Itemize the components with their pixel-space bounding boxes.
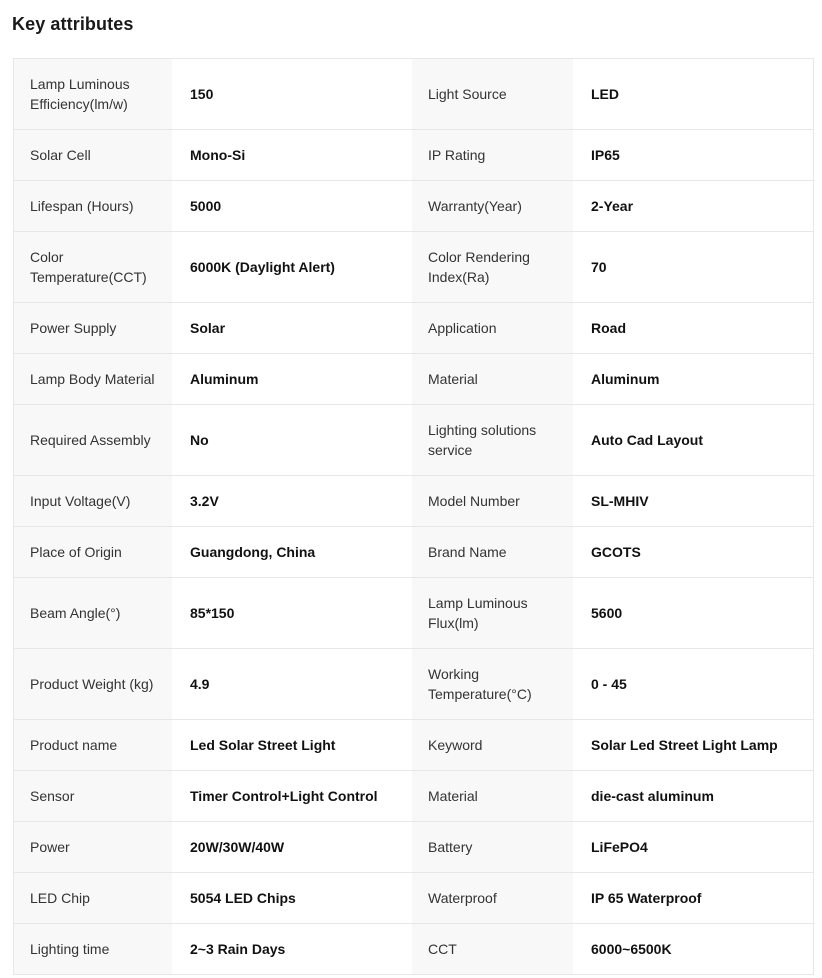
attr-label: Model Number bbox=[412, 476, 573, 526]
table-row bbox=[14, 526, 813, 577]
attr-label: Power bbox=[14, 822, 172, 872]
table-row bbox=[14, 353, 813, 404]
attr-value: LiFePO4 bbox=[573, 822, 813, 872]
attr-label: Waterproof bbox=[412, 873, 573, 923]
attr-value: 4.9 bbox=[172, 649, 412, 719]
attr-label: Lamp Body Material bbox=[14, 354, 172, 404]
table-row bbox=[14, 648, 813, 719]
attr-label: IP Rating bbox=[412, 130, 573, 180]
attr-label: Light Source bbox=[412, 59, 573, 129]
attr-value: 0 - 45 bbox=[573, 649, 813, 719]
attributes-table bbox=[13, 58, 814, 975]
attr-value: die-cast aluminum bbox=[573, 771, 813, 821]
attr-label: LED Chip bbox=[14, 873, 172, 923]
attr-label: Keyword bbox=[412, 720, 573, 770]
attr-value: 20W/30W/40W bbox=[172, 822, 412, 872]
attr-value: 70 bbox=[573, 232, 813, 302]
attr-label: Material bbox=[412, 354, 573, 404]
attr-value: Road bbox=[573, 303, 813, 353]
attr-label: Material bbox=[412, 771, 573, 821]
table-row bbox=[14, 59, 813, 129]
attr-label: Application bbox=[412, 303, 573, 353]
attr-value: Auto Cad Layout bbox=[573, 405, 813, 475]
attr-value: IP65 bbox=[573, 130, 813, 180]
attr-value: Timer Control+Light Control bbox=[172, 771, 412, 821]
attr-label: Place of Origin bbox=[14, 527, 172, 577]
attr-value: 6000K (Daylight Alert) bbox=[172, 232, 412, 302]
attr-value: LED bbox=[573, 59, 813, 129]
attr-label: Product name bbox=[14, 720, 172, 770]
attr-label: Required Assembly bbox=[14, 405, 172, 475]
attr-label: Warranty(Year) bbox=[412, 181, 573, 231]
table-row bbox=[14, 872, 813, 923]
table-row bbox=[14, 719, 813, 770]
attr-value: IP 65 Waterproof bbox=[573, 873, 813, 923]
attr-value: GCOTS bbox=[573, 527, 813, 577]
attr-label: Input Voltage(V) bbox=[14, 476, 172, 526]
attr-value: SL-MHIV bbox=[573, 476, 813, 526]
table-row bbox=[14, 180, 813, 231]
attr-value: Guangdong, China bbox=[172, 527, 412, 577]
attr-value: Aluminum bbox=[573, 354, 813, 404]
attr-value: 3.2V bbox=[172, 476, 412, 526]
attr-value: 150 bbox=[172, 59, 412, 129]
attr-value: 2~3 Rain Days bbox=[172, 924, 412, 974]
attr-value: Mono-Si bbox=[172, 130, 412, 180]
attr-label: CCT bbox=[412, 924, 573, 974]
attr-value: 2-Year bbox=[573, 181, 813, 231]
table-row bbox=[14, 923, 813, 974]
attr-label: Working Temperature(°C) bbox=[412, 649, 573, 719]
page-title: Key attributes bbox=[12, 14, 134, 34]
attr-value: 5054 LED Chips bbox=[172, 873, 412, 923]
attr-label: Lamp Luminous Efficiency(lm/w) bbox=[14, 59, 172, 129]
table-row bbox=[14, 404, 813, 475]
table-row bbox=[14, 302, 813, 353]
attr-value: Solar Led Street Light Lamp bbox=[573, 720, 813, 770]
attr-label: Lighting solutions service bbox=[412, 405, 573, 475]
attr-value: Solar bbox=[172, 303, 412, 353]
attr-label: Solar Cell bbox=[14, 130, 172, 180]
attr-value: Led Solar Street Light bbox=[172, 720, 412, 770]
table-row bbox=[14, 475, 813, 526]
attr-value: Aluminum bbox=[172, 354, 412, 404]
attr-value: 5600 bbox=[573, 578, 813, 648]
table-row bbox=[14, 821, 813, 872]
attr-label: Product Weight (kg) bbox=[14, 649, 172, 719]
attr-value: 5000 bbox=[172, 181, 412, 231]
attr-label: Battery bbox=[412, 822, 573, 872]
attr-label: Beam Angle(°) bbox=[14, 578, 172, 648]
attr-value: No bbox=[172, 405, 412, 475]
attr-label: Sensor bbox=[14, 771, 172, 821]
attr-value: 85*150 bbox=[172, 578, 412, 648]
attr-label: Lifespan (Hours) bbox=[14, 181, 172, 231]
table-row bbox=[14, 770, 813, 821]
attr-value: 6000~6500K bbox=[573, 924, 813, 974]
attr-label: Color Rendering Index(Ra) bbox=[412, 232, 573, 302]
attr-label: Color Temperature(CCT) bbox=[14, 232, 172, 302]
attr-label: Power Supply bbox=[14, 303, 172, 353]
attr-label: Lighting time bbox=[14, 924, 172, 974]
table-row bbox=[14, 129, 813, 180]
table-row bbox=[14, 577, 813, 648]
table-row bbox=[14, 231, 813, 302]
attr-label: Lamp Luminous Flux(lm) bbox=[412, 578, 573, 648]
attr-label: Brand Name bbox=[412, 527, 573, 577]
